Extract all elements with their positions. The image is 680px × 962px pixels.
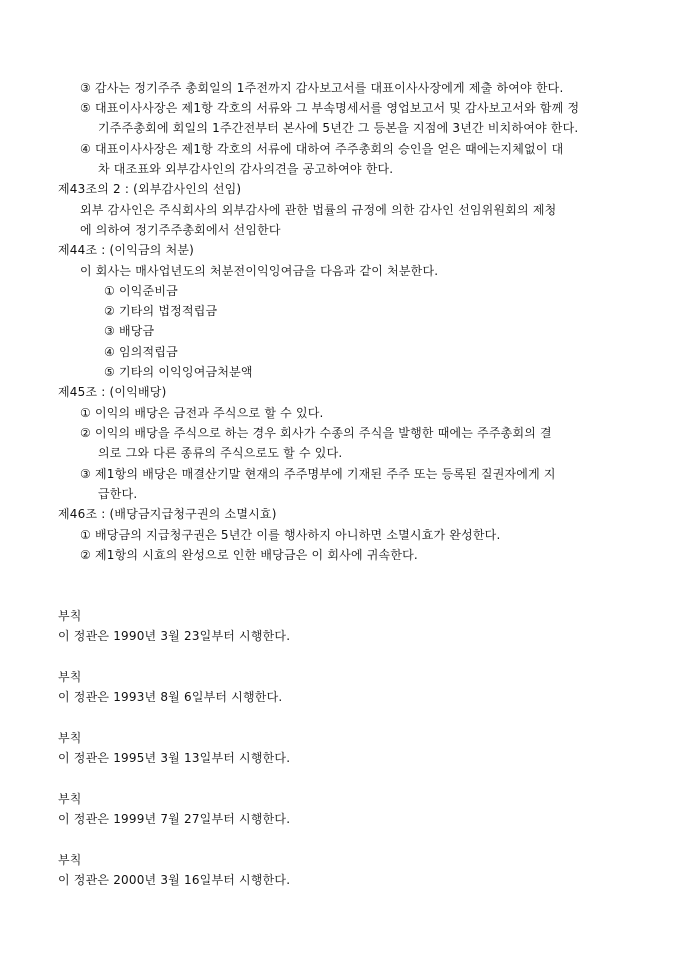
art46-paragraph-1: ① 배당금의 지급청구권은 5년간 이를 행사하지 아니하면 소멸시효가 완성한다. [80, 528, 501, 542]
art45-paragraph-3-line2: 급한다. [98, 487, 138, 501]
art43-2-body-line2: 에 의하여 정기주주총회에서 선임한다 [80, 223, 281, 237]
supplementary-title: 부칙 [58, 792, 82, 806]
art44-item-3: ③ 배당금 [104, 324, 155, 338]
art45-paragraph-2-line2: 의로 그와 다른 종류의 주식으로도 할 수 있다. [98, 446, 343, 460]
art43-paragraph-5-line1: ⑤ 대표이사사장은 제1항 각호의 서류와 그 부속명세서를 영업보고서 및 감사보고서와 함께 정 [80, 101, 580, 115]
art43-2-body-line1: 외부 감사인은 주식회사의 외부감사에 관한 법률의 규정에 의한 감사인 선임위원회의 제청 [80, 203, 557, 217]
supplementary-text: 이 정관은 2000년 3월 16일부터 시행한다. [58, 873, 291, 887]
art46-heading: 제46조 : (배당금지급청구권의 소멸시효) [58, 507, 277, 521]
supplementary-text: 이 정관은 1995년 3월 13일부터 시행한다. [58, 751, 291, 765]
supplementary-text: 이 정관은 1999년 7월 27일부터 시행한다. [58, 812, 291, 826]
art45-paragraph-1: ① 이익의 배당은 금전과 주식으로 할 수 있다. [80, 406, 324, 420]
art46-paragraph-2: ② 제1항의 시효의 완성으로 인한 배당금은 이 회사에 귀속한다. [80, 548, 418, 562]
supplementary-text: 이 정관은 1993년 8월 6일부터 시행한다. [58, 690, 283, 704]
supplementary-title: 부칙 [58, 731, 82, 745]
art44-item-5: ⑤ 기타의 이익잉여금처분액 [104, 365, 253, 379]
supplementary-title: 부칙 [58, 609, 82, 623]
art45-paragraph-3-line1: ③ 제1항의 배당은 매결산기말 현재의 주주명부에 기재된 주주 또는 등록된 질권자에게 지 [80, 467, 556, 481]
art45-heading: 제45조 : (이익배당) [58, 385, 167, 399]
art44-intro: 이 회사는 매사업년도의 처분전이익잉여금을 다음과 같이 처분한다. [80, 264, 439, 278]
art43-paragraph-4-line1: ④ 대표이사사장은 제1항 각호의 서류에 대하여 주주총회의 승인을 얻은 때에는지체없이 대 [80, 142, 564, 156]
supplementary-text: 이 정관은 1990년 3월 23일부터 시행한다. [58, 629, 291, 643]
art44-item-1: ① 이익준비금 [104, 284, 178, 298]
art44-heading: 제44조 : (이익금의 처분) [58, 243, 195, 257]
art43-paragraph-5-line2: 기주주총회에 회일의 1주간전부터 본사에 5년간 그 등본을 지점에 3년간 비치하여야 한다. [98, 121, 579, 135]
art45-paragraph-2-line1: ② 이익의 배당을 주식으로 하는 경우 회사가 수종의 주식을 발행한 때에는 주주총회의 결 [80, 426, 552, 440]
supplementary-title: 부칙 [58, 670, 82, 684]
art44-item-4: ④ 임의적립금 [104, 345, 178, 359]
art43-2-heading: 제43조의 2 : (외부감사인의 선임) [58, 182, 242, 196]
art43-paragraph-3: ③ 감사는 정기주주 총회일의 1주전까지 감사보고서를 대표이사사장에게 제출 하여야 한다. [80, 81, 564, 95]
supplementary-title: 부칙 [58, 853, 82, 867]
art44-item-2: ② 기타의 법정적립금 [104, 304, 218, 318]
art43-paragraph-4-line2: 차 대조표와 외부감사인의 감사의견을 공고하여야 한다. [98, 162, 394, 176]
